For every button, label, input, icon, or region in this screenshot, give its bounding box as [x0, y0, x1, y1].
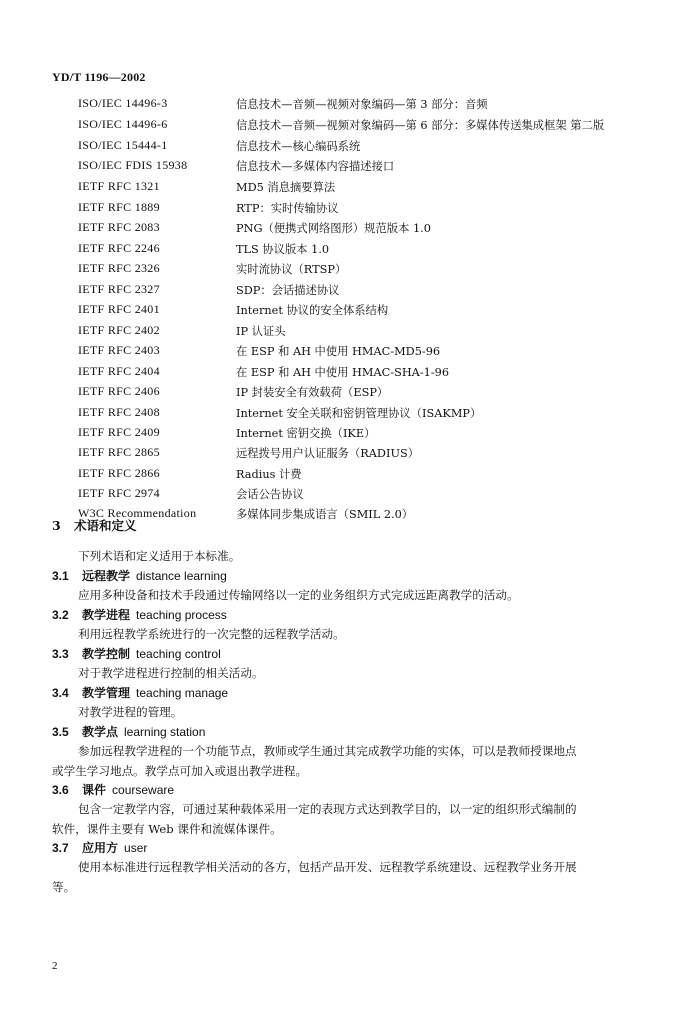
reference-code: IETF RFC 2865 [78, 445, 160, 459]
reference-title: 远程拨号用户认证服务（RADIUS） [236, 447, 420, 460]
section-title: 术语和定义 [74, 518, 137, 533]
term-definition-line: 包含一定教学内容，可通过某种载体采用一定的表现方式达到教学目的，以一定的组织形式编制的 [78, 802, 577, 816]
section-number: 3 [52, 518, 61, 533]
reference-title: 在 ESP 和 AH 中使用 HMAC-SHA-1-96 [236, 366, 450, 379]
term-definition-line: 对于教学进程进行控制的相关活动。 [78, 666, 264, 680]
term-number: 3.3 [52, 647, 69, 661]
term-english: teaching manage [136, 686, 229, 700]
section-heading [52, 516, 137, 534]
reference-code: IETF RFC 2866 [78, 466, 160, 480]
reference-title: 实时流协议（RTSP） [236, 263, 347, 276]
reference-title: IP 封装安全有效载荷（ESP） [236, 386, 389, 399]
document-id-header: YD/T 1196—2002 [52, 70, 146, 84]
reference-title: Internet 协议的安全体系结构 [236, 304, 389, 317]
reference-code: ISO/IEC FDIS 15938 [78, 158, 188, 172]
reference-code: IETF RFC 2326 [78, 261, 160, 275]
reference-code: IETF RFC 1889 [78, 200, 160, 214]
term-definition-line: 应用多种设备和技术手段通过传输网络以一定的业务组织方式完成远距离教学的活动。 [78, 588, 519, 602]
term-chinese: 教学管理 [82, 686, 131, 700]
term-heading [52, 567, 227, 584]
reference-title: IP 认证头 [236, 325, 286, 338]
reference-title: 信息技术—音频—视频对象编码—第 6 部分：多媒体传送集成框架 第二版 [236, 119, 605, 132]
reference-title: 信息技术—多媒体内容描述接口 [236, 160, 395, 173]
reference-title: 在 ESP 和 AH 中使用 HMAC-MD5-96 [236, 345, 441, 358]
term-definition-line: 参加远程教学进程的一个功能节点，教师或学生通过其完成教学功能的实体，可以是教师授课地点 [78, 744, 577, 758]
reference-title: Internet 密钥交换（IKE） [236, 427, 376, 440]
term-heading [52, 781, 174, 798]
reference-code: ISO/IEC 14496-3 [78, 96, 168, 110]
reference-title: Radius 计费 [236, 468, 302, 481]
term-chinese: 教学进程 [82, 608, 131, 622]
reference-title: PNG（便携式网络图形）规范版本 1.0 [236, 222, 431, 235]
reference-title: MD5 消息摘要算法 [236, 181, 336, 194]
term-english: learning station [124, 725, 206, 739]
term-chinese: 远程教学 [82, 569, 131, 583]
reference-code: IETF RFC 2403 [78, 343, 160, 357]
term-heading [52, 606, 227, 623]
reference-title: 多媒体同步集成语言（SMIL 2.0） [236, 508, 414, 521]
term-definition-line: 使用本标准进行远程教学相关活动的各方，包括产品开发、远程教学系统建设、远程教学业务开展 [78, 860, 577, 874]
reference-code: IETF RFC 1321 [78, 179, 160, 193]
reference-title: Internet 安全关联和密钥管理协议（ISAKMP） [236, 407, 482, 420]
term-chinese: 应用方 [82, 841, 119, 855]
reference-title: 信息技术—核心编码系统 [236, 140, 361, 153]
term-chinese: 教学控制 [82, 647, 131, 661]
term-english: teaching control [136, 647, 221, 661]
reference-code: IETF RFC 2083 [78, 220, 160, 234]
term-definition-line: 或学生学习地点。教学点可加入或退出教学进程。 [52, 764, 308, 778]
term-number: 3.2 [52, 608, 69, 622]
term-number: 3.4 [52, 686, 69, 700]
term-number: 3.5 [52, 725, 69, 739]
term-number: 3.6 [52, 783, 69, 797]
reference-code: IETF RFC 2402 [78, 323, 160, 337]
reference-code: IETF RFC 2408 [78, 405, 160, 419]
term-heading [52, 839, 147, 856]
term-english: courseware [112, 783, 175, 797]
term-definition-line: 软件，课件主要有 Web 课件和流媒体课件。 [52, 822, 282, 836]
term-english: user [124, 841, 148, 855]
reference-code: IETF RFC 2401 [78, 302, 160, 316]
term-number: 3.7 [52, 841, 69, 855]
reference-code: IETF RFC 2409 [78, 425, 160, 439]
term-definition-line: 等。 [52, 880, 76, 894]
term-heading [52, 723, 205, 740]
reference-code: ISO/IEC 14496-6 [78, 117, 168, 131]
reference-code: IETF RFC 2406 [78, 384, 160, 398]
term-definition-line: 对教学进程的管理。 [78, 705, 183, 719]
reference-code: W3C Recommendation [78, 506, 197, 520]
term-heading [52, 645, 221, 662]
reference-code: IETF RFC 2327 [78, 282, 160, 296]
reference-title: SDP：会话描述协议 [236, 284, 340, 297]
reference-code: IETF RFC 2246 [78, 241, 160, 255]
term-heading [52, 684, 228, 701]
reference-title: 信息技术—音频—视频对象编码—第 3 部分：音频 [236, 98, 488, 111]
term-english: teaching process [136, 608, 227, 622]
reference-code: IETF RFC 2404 [78, 364, 160, 378]
reference-title: 会话公告协议 [236, 488, 304, 501]
reference-code: ISO/IEC 15444-1 [78, 138, 168, 152]
term-english: distance learning [136, 569, 227, 583]
section-intro: 下列术语和定义适用于本标准。 [78, 549, 241, 563]
term-definition-line: 利用远程教学系统进行的一次完整的远程教学活动。 [78, 627, 345, 641]
term-chinese: 教学点 [82, 725, 119, 739]
reference-title: TLS 协议版本 1.0 [236, 243, 330, 256]
reference-title: RTP：实时传输协议 [236, 202, 339, 215]
reference-code: IETF RFC 2974 [78, 486, 160, 500]
page-number: 2 [52, 960, 58, 972]
term-chinese: 课件 [82, 783, 107, 797]
term-number: 3.1 [52, 569, 69, 583]
